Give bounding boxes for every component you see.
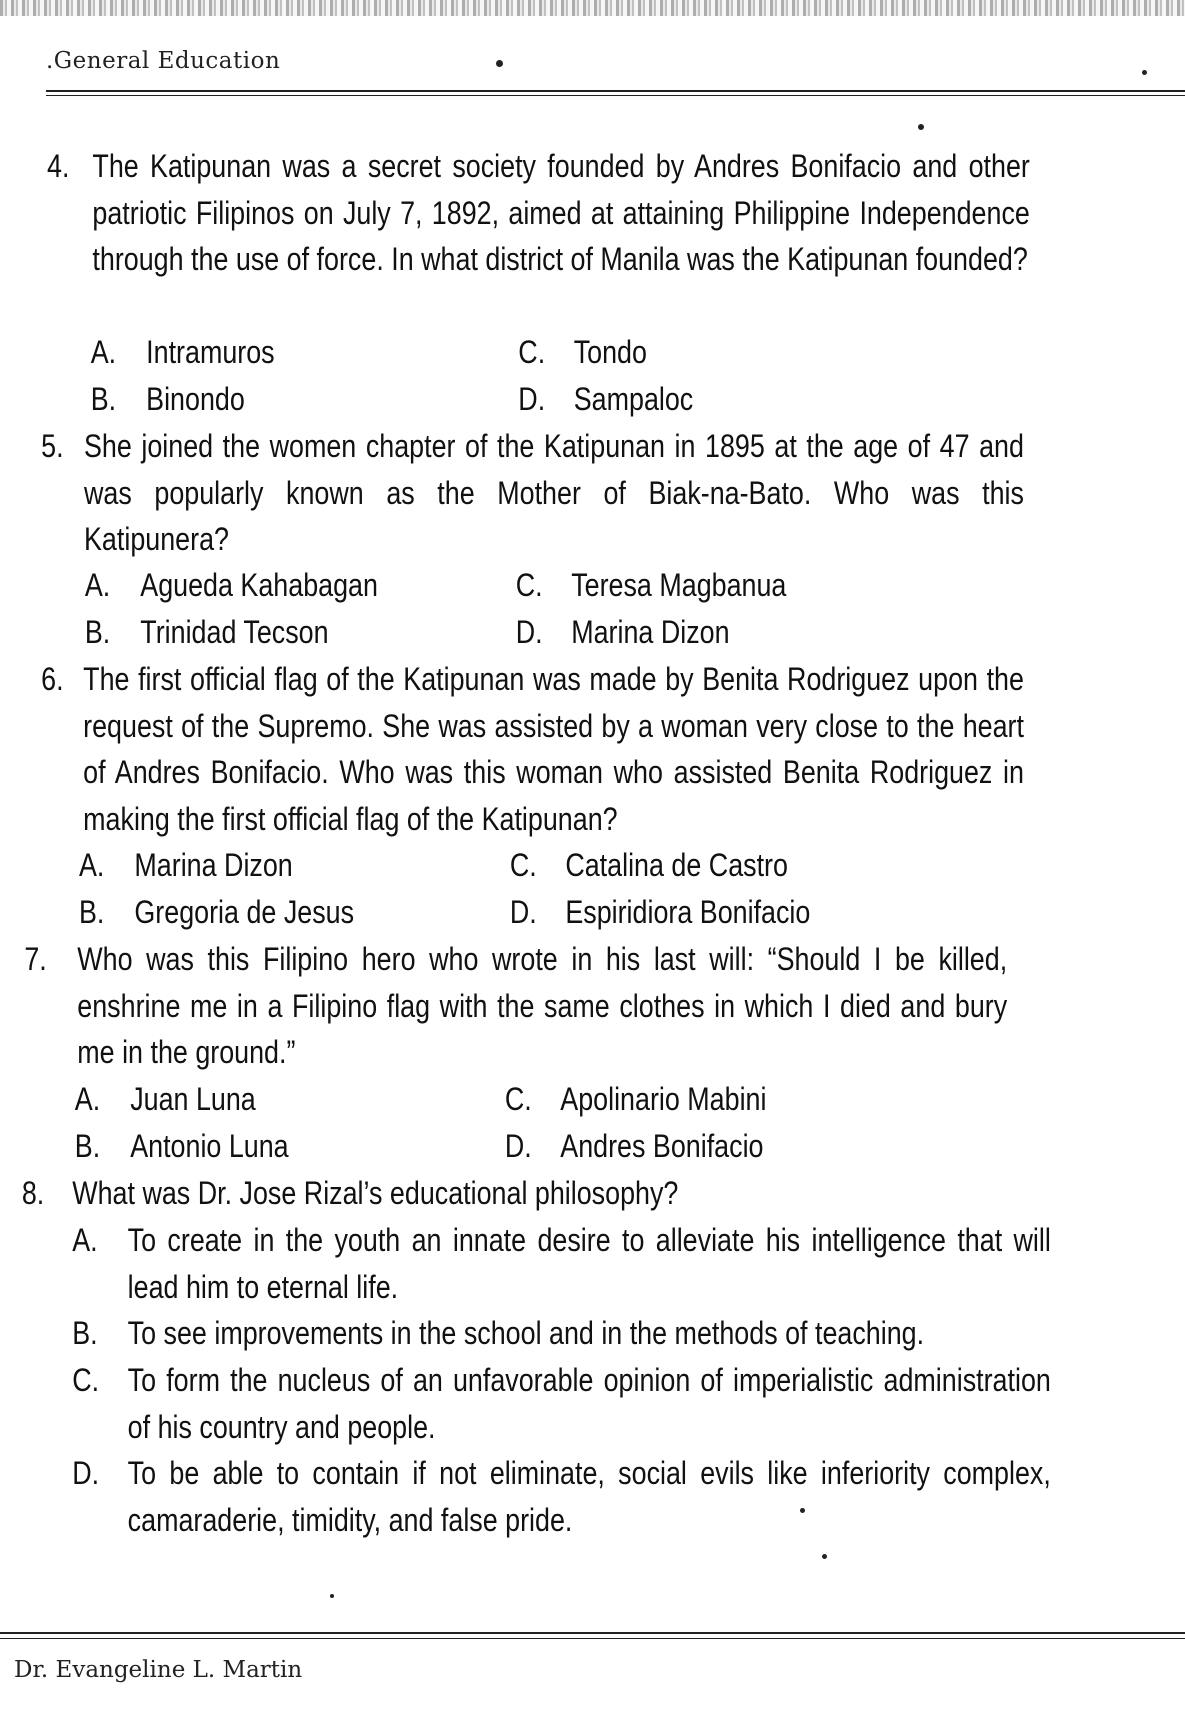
choice-text: Intramuros: [146, 334, 275, 370]
choice-c: [510, 842, 788, 889]
scan-speck: [1142, 70, 1147, 75]
choice-letter: C.: [518, 334, 546, 370]
choice-text: Marina Dizon: [134, 847, 293, 883]
choice-text: Tondo: [573, 334, 647, 370]
footer-author: Dr. Evangeline L. Martin: [14, 1657, 303, 1683]
choice-d: [516, 609, 730, 656]
choice-text: Binondo: [146, 381, 245, 417]
choice-text: To be able to contain if not eliminate, social evils like inferiority complex, camaraderie, timidity, and false pride.: [127, 1455, 1051, 1538]
choice-a: [91, 329, 275, 376]
footer-rule-secondary: [0, 1638, 1185, 1639]
choice-letter: B.: [74, 1128, 101, 1164]
choice-b: [91, 376, 245, 423]
choice-letter: C.: [504, 1081, 532, 1117]
choice-letter: C.: [72, 1362, 100, 1398]
choice-c: [505, 1076, 767, 1123]
choice-letter: A.: [84, 567, 111, 603]
choice-d: [518, 376, 693, 423]
choice-a: [75, 1076, 256, 1123]
question-text: She joined the women chapter of the Katipunan in 1895 at the age of 47 and was popularly known as the Mother of Biak-na-Bato. Who was this Katipunera?: [84, 428, 1024, 557]
choice-letter: A.: [90, 334, 117, 370]
choice-letter: A.: [72, 1222, 98, 1258]
header-rule-secondary: [46, 95, 1185, 96]
question-text: What was Dr. Jose Rizal’s educational philosophy?: [72, 1175, 679, 1211]
scan-speck: [496, 60, 503, 67]
choice-letter: D.: [509, 894, 537, 930]
choice-text: To create in the youth an innate desire to alleviate his intelligence that will lead him to eternal life.: [127, 1222, 1051, 1305]
choice-letter: C.: [509, 847, 537, 883]
choice-text: Agueda Kahabagan: [140, 567, 378, 603]
question-number: 4.: [47, 148, 70, 184]
header-rule: [46, 90, 1185, 92]
choice-text: Trinidad Tecson: [140, 614, 329, 650]
scan-speck: [330, 1594, 334, 1598]
question-number: 7.: [24, 941, 47, 977]
choice-text: To form the nucleus of an unfavorable opinion of imperialistic administration of his country and people.: [127, 1362, 1051, 1445]
scan-speck: [918, 124, 924, 130]
choice-letter: A.: [78, 847, 105, 883]
choice-letter: B.: [72, 1315, 98, 1351]
scan-speck: [800, 1508, 805, 1513]
footer-rule: [0, 1632, 1185, 1634]
choice-b: [79, 889, 354, 936]
choice-text: Juan Luna: [130, 1081, 256, 1117]
choice-text: Antonio Luna: [130, 1128, 289, 1164]
choice-text: Sampaloc: [573, 381, 694, 417]
choice-c: [518, 329, 647, 376]
choice-text: Gregoria de Jesus: [134, 894, 355, 930]
choice-letter: D.: [72, 1455, 100, 1491]
choice-text: Apolinario Mabini: [560, 1081, 767, 1117]
question-number: 5.: [41, 428, 64, 464]
choice-text: Catalina de Castro: [565, 847, 788, 883]
choice-letter: D.: [515, 614, 543, 650]
choice-a: [85, 562, 378, 609]
choice-letter: B.: [78, 894, 105, 930]
question-number: 6.: [41, 661, 64, 697]
question-number: 8.: [21, 1175, 45, 1211]
question-text: The Katipunan was a secret society founded by Andres Bonifacio and other patriotic Filipinos on July 7, 1892, aimed at attaining Philippine Independence through the use of force. In what district of Manila was the Katipunan founded?: [92, 148, 1030, 277]
choice-text: To see improvements in the school and in the methods of teaching.: [127, 1315, 925, 1351]
question-text: Who was this Filipino hero who wrote in his last will: “Should I be killed, enshrine me in a Filipino flag with the same clothes in which I died and bury me in the ground.”: [77, 941, 1008, 1070]
choice-letter: B.: [90, 381, 117, 417]
choice-text: Espiridiora Bonifacio: [565, 894, 811, 930]
question-text: The first official flag of the Katipunan was made by Benita Rodriguez upon the request of the Supremo. She was assisted by a woman very close to the heart of Andres Bonifacio. Who was this woman who assisted Benita Rodriguez in making the first official flag of the Katipunan?: [83, 661, 1024, 837]
choice-letter: B.: [84, 614, 111, 650]
scan-speck: [822, 1554, 827, 1559]
choice-b: [85, 609, 329, 656]
choice-letter: A.: [74, 1081, 101, 1117]
choice-letter: D.: [504, 1128, 532, 1164]
choice-d: [505, 1123, 764, 1170]
header-title: .General Education: [46, 48, 281, 74]
choice-text: Andres Bonifacio: [560, 1128, 764, 1164]
choice-letter: C.: [515, 567, 543, 603]
choice-c: [516, 562, 787, 609]
choice-letter: D.: [518, 381, 546, 417]
choice-b: [75, 1123, 289, 1170]
scan-noise-top: [0, 0, 1185, 16]
choice-text: Marina Dizon: [571, 614, 730, 650]
choice-text: Teresa Magbanua: [571, 567, 787, 603]
choice-a: [79, 842, 293, 889]
choice-d: [510, 889, 810, 936]
